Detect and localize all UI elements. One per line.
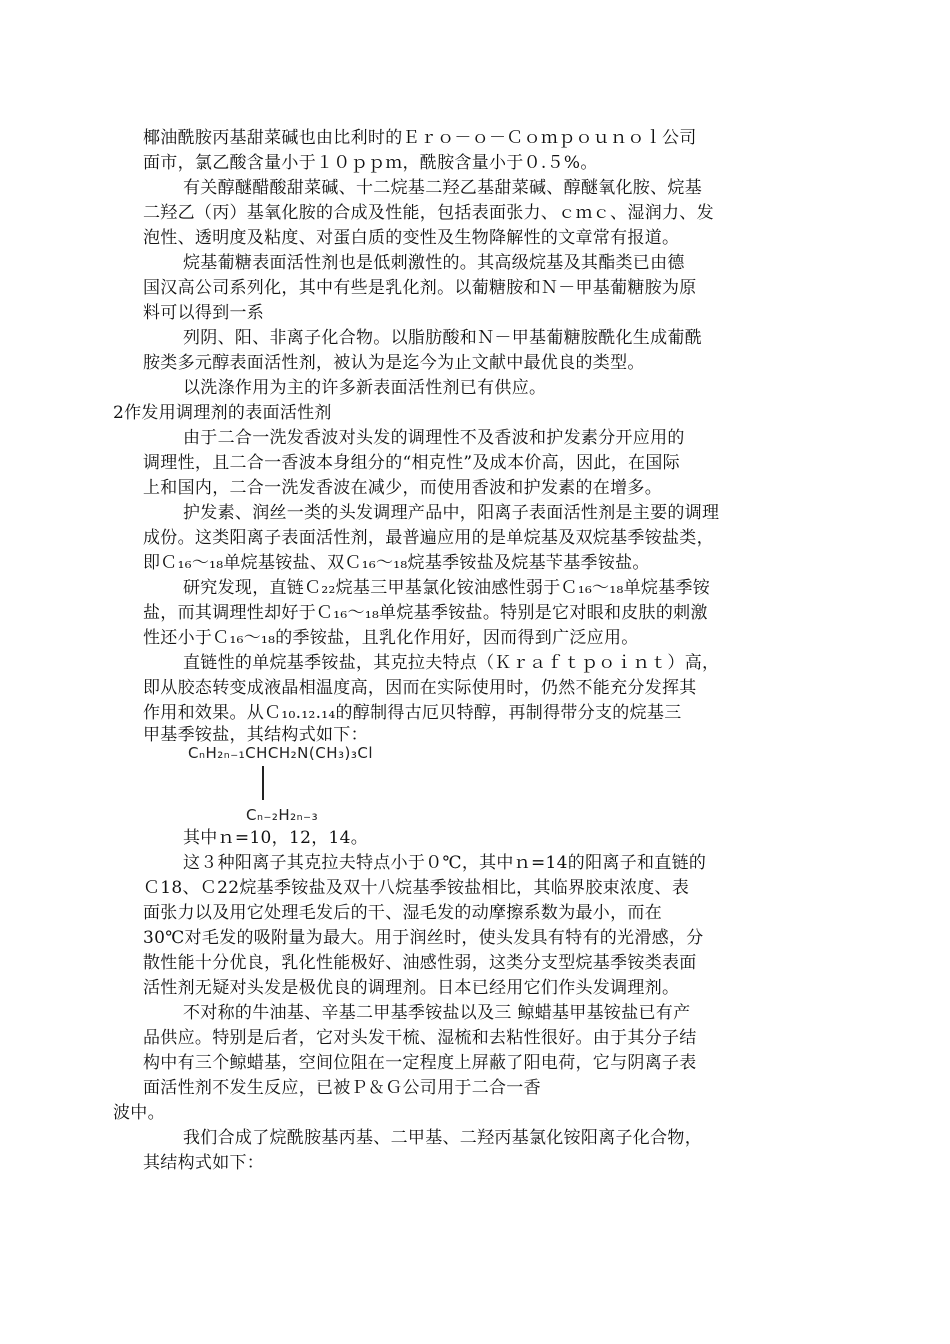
- formula-branch-bond: [262, 766, 264, 800]
- text-line: 我们合成了烷酰胺基丙基、二甲基、二羟丙基氯化铵阳离子化合物，: [183, 1128, 702, 1148]
- text-line: 波中。: [113, 1103, 165, 1123]
- text-line: 面活性剂不发生反应，已被Ｐ＆Ｇ公司用于二合一香: [143, 1078, 541, 1098]
- text-line: 直链性的单烷基季铵盐，其克拉夫特点（Ｋｒａｆｔｐｏｉｎｔ）高，: [183, 653, 720, 673]
- text-line: 调理性，且二合一香波本身组分的“相克性”及成本价高，因此，在国际: [143, 453, 680, 473]
- text-line: 构中有三个鲸蜡基，空间位阻在一定程度上屏蔽了阳电荷，它与阴离子表: [143, 1053, 697, 1073]
- text-line: 料可以得到一系: [143, 303, 265, 323]
- text-line: 其中ｎ=10，12，14。: [183, 828, 369, 848]
- text-line: 这３种阳离子其克拉夫特点小于０℃，其中ｎ=14的阳离子和直链的: [183, 853, 707, 873]
- text-line: 以洗涤作用为主的许多新表面活性剂已有供应。: [183, 378, 547, 398]
- section-heading: 2作发用调理剂的表面活性剂: [113, 403, 332, 423]
- text-line: 国汉高公司系列化，其中有些是乳化剂。以葡糖胺和Ｎ－甲基葡糖胺为原: [143, 278, 697, 298]
- text-line: Ｃ18、Ｃ22烷基季铵盐及双十八烷基季铵盐相比，其临界胶束浓度、表: [143, 878, 690, 898]
- text-line: 作用和效果。从Ｃ₁₀.₁₂.₁₄的醇制得古厄贝特醇，再制得带分支的烷基三: [143, 703, 682, 723]
- text-line: 椰油酰胺丙基甜菜碱也由比利时的Ｅｒｏ－ｏ－Ｃｏｍｐｏｕｎｏｌ公司: [143, 128, 697, 148]
- text-line: 研究发现，直链Ｃ₂₂烷基三甲基氯化铵油感性弱于Ｃ₁₆～₁₈单烷基季铵: [183, 578, 711, 598]
- text-line: 由于二合一洗发香波对头发的调理性不及香波和护发素分开应用的: [183, 428, 685, 448]
- text-line: 活性剂无疑对头发是极优良的调理剂。日本已经用它们作头发调理剂。: [143, 978, 680, 998]
- text-line: 成份。这类阳离子表面活性剂，最普遍应用的是单烷基及双烷基季铵盐类，: [143, 528, 714, 548]
- text-line: 泡性、透明度及粘度、对蛋白质的变性及生物降解性的文章常有报道。: [143, 228, 680, 248]
- text-line: 30℃对毛发的吸附量为最大。用于润丝时，使头发具有特有的光滑感，分: [143, 928, 704, 948]
- text-line: 甲基季铵盐，其结构式如下：: [143, 725, 368, 745]
- text-line: 盐，而其调理性却好于Ｃ₁₆～₁₈单烷基季铵盐。特别是它对眼和皮肤的刺激: [143, 603, 708, 623]
- text-line: 散性能十分优良，乳化性能极好、油感性弱，这类分支型烷基季铵类表面: [143, 953, 697, 973]
- text-line: 护发素、润丝一类的头发调理产品中，阳离子表面活性剂是主要的调理: [183, 503, 720, 523]
- text-line: 上和国内，二合一洗发香波在减少，而使用香波和护发素的在增多。: [143, 478, 662, 498]
- text-line: 面张力以及用它处理毛发后的干、湿毛发的动摩擦系数为最小，而在: [143, 903, 662, 923]
- formula-branch: Cₙ₋₂H₂ₙ₋₃: [246, 806, 319, 824]
- text-line: 其结构式如下：: [143, 1153, 265, 1173]
- text-line: 胺类多元醇表面活性剂，被认为是迄今为止文献中最优良的类型。: [143, 353, 645, 373]
- structural-formula: [188, 744, 448, 834]
- text-line: 即Ｃ₁₆～₁₈单烷基铵盐、双Ｃ₁₆～₁₈烷基季铵盐及烷基苄基季铵盐。: [143, 553, 650, 573]
- text-line: 品供应。特别是后者，它对头发干梳、湿梳和去粘性很好。由于其分子结: [143, 1028, 697, 1048]
- text-line: 不对称的牛油基、辛基二甲基季铵盐以及三 鲸蜡基甲基铵盐已有产: [183, 1003, 691, 1023]
- text-line: 二羟乙（丙）基氧化胺的合成及性能，包括表面张力、ｃｍｃ、湿润力、发: [143, 203, 714, 223]
- text-line: 即从胶态转变成液晶相温度高，因而在实际使用时，仍然不能充分发挥其: [143, 678, 697, 698]
- text-line: 烷基葡糖表面活性剂也是低刺激性的。其高级烷基及其酯类已由德: [183, 253, 685, 273]
- text-line: 有关醇醚醋酸甜菜碱、十二烷基二羟乙基甜菜碱、醇醚氧化胺、烷基: [183, 178, 702, 198]
- text-line: 列阴、阳、非离子化合物。以脂肪酸和Ｎ－甲基葡糖胺酰化生成葡酰: [183, 328, 702, 348]
- formula-main-chain: CₙH₂ₙ₋₁CHCH₂N(CH₃)₃Cl: [188, 744, 374, 762]
- text-line: 面市，氯乙酸含量小于１０ｐｐｍ，酰胺含量小于０.５%。: [143, 153, 598, 173]
- text-line: 性还小于Ｃ₁₆～₁₈的季铵盐，且乳化作用好，因而得到广泛应用。: [143, 628, 639, 648]
